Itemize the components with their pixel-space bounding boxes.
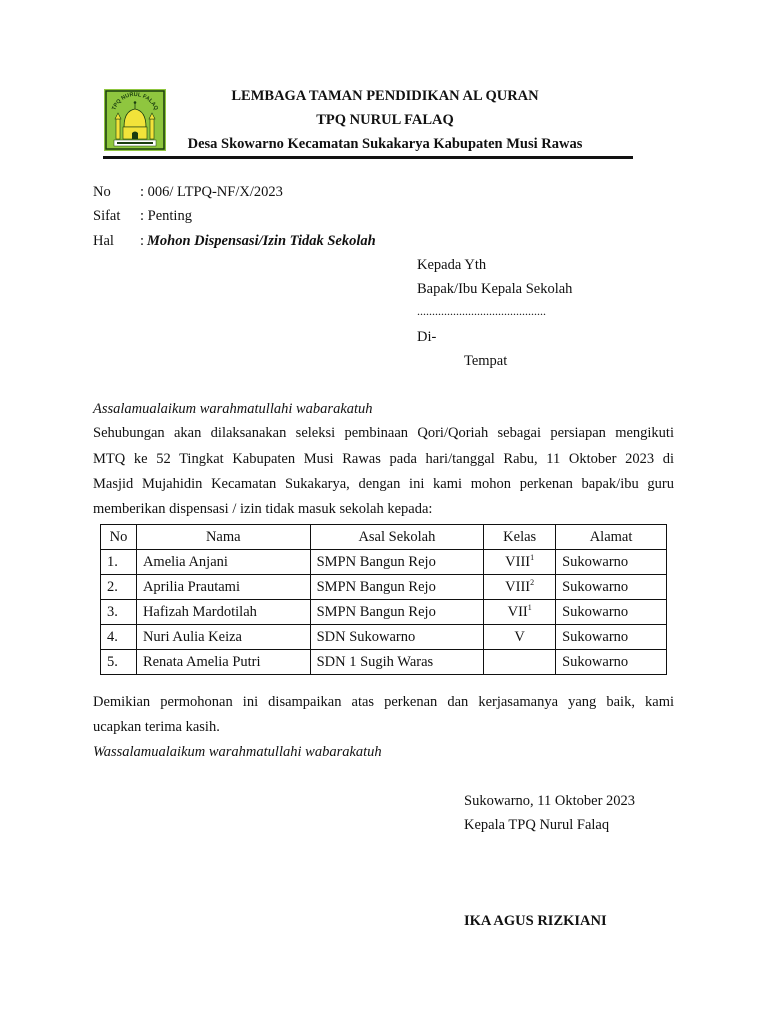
body-line-2: MTQ ke 52 Tingkat Kabupaten Musi Rawas pada hari/tanggal Rabu, 11 Oktober 2023 di xyxy=(93,451,674,467)
table-row xyxy=(101,650,667,675)
table-header-row xyxy=(101,525,667,550)
no-value: : 006/ LTPQ-NF/X/2023 xyxy=(140,184,283,200)
cell-sekolah: SMPN Bangun Rejo xyxy=(310,600,484,625)
opening-greeting: Assalamualaikum warahmatullahi wabarakatuh xyxy=(93,401,373,417)
hal-value: Mohon Dispensasi/Izin Tidak Sekolah xyxy=(147,233,376,249)
sifat-value: : Penting xyxy=(140,208,192,224)
no-label: No xyxy=(93,184,111,200)
kelas-value: VIII xyxy=(505,553,531,570)
cell-no: 4. xyxy=(101,625,137,650)
signature-place-date: Sukowarno, 11 Oktober 2023 xyxy=(464,793,636,809)
table-row xyxy=(101,550,667,575)
closing-line-1: Demikian permohonan ini disampaikan atas perkenan dan kerjasamanya yang baik, kami xyxy=(93,694,674,710)
cell-nama: Renata Amelia Putri xyxy=(136,650,310,675)
cell-sekolah: SDN 1 Sugih Waras xyxy=(310,650,484,675)
closing-greeting: Wassalamualaikum warahmatullahi wabarakatuh xyxy=(93,744,382,760)
table-row xyxy=(101,575,667,600)
cell-alamat: Sukowarno xyxy=(556,600,667,625)
header-no: No xyxy=(101,525,137,550)
kelas-value: VII xyxy=(507,603,528,620)
kelas-value: V xyxy=(514,628,525,645)
hal-colon: : xyxy=(140,233,145,249)
body-line-4: memberikan dispensasi / izin tidak masuk sekolah kepada: xyxy=(93,501,433,517)
cell-no: 1. xyxy=(101,550,137,575)
recipient-line-5: Tempat xyxy=(464,353,508,369)
cell-sekolah: SMPN Bangun Rejo xyxy=(310,575,484,600)
signature-name: IKA AGUS RIZKIANI xyxy=(464,913,607,929)
header-nama: Nama xyxy=(136,525,310,550)
table-row xyxy=(101,600,667,625)
header-kelas: Kelas xyxy=(484,525,556,550)
cell-kelas xyxy=(484,650,556,675)
student-table xyxy=(100,524,667,675)
cell-no: 5. xyxy=(101,650,137,675)
letterhead-divider xyxy=(103,156,633,159)
cell-no: 2. xyxy=(101,575,137,600)
recipient-line-4: Di- xyxy=(417,329,437,345)
kelas-sup: 1 xyxy=(530,552,535,562)
cell-alamat: Sukowarno xyxy=(556,550,667,575)
tpq-logo xyxy=(104,89,166,151)
header-asal-sekolah: Asal Sekolah xyxy=(310,525,484,550)
svg-text:TPQ NURUL FALAQ: TPQ NURUL FALAQ xyxy=(111,91,159,112)
tpq-name: TPQ NURUL FALAQ xyxy=(316,112,454,128)
body-line-3: Masjid Mujahidin Kecamatan Sukakarya, dengan ini kami mohon perkenan bapak/ibu guru xyxy=(93,476,674,492)
hal-label: Hal xyxy=(93,233,114,249)
institution-name: LEMBAGA TAMAN PENDIDIKAN AL QURAN xyxy=(231,88,539,104)
kelas-sup: 1 xyxy=(527,602,532,612)
cell-alamat: Sukowarno xyxy=(556,650,667,675)
cell-no: 3. xyxy=(101,600,137,625)
cell-kelas xyxy=(484,600,556,625)
cell-alamat: Sukowarno xyxy=(556,625,667,650)
recipient-line-2: Bapak/Ibu Kepala Sekolah xyxy=(417,281,573,297)
sifat-label: Sifat xyxy=(93,208,121,224)
cell-kelas xyxy=(484,550,556,575)
recipient-line-3: ........................................... xyxy=(417,304,546,318)
cell-alamat: Sukowarno xyxy=(556,575,667,600)
cell-nama: Amelia Anjani xyxy=(136,550,310,575)
cell-kelas xyxy=(484,625,556,650)
cell-sekolah: SDN Sukowarno xyxy=(310,625,484,650)
cell-kelas xyxy=(484,575,556,600)
closing-line-2: ucapkan terima kasih. xyxy=(93,719,220,735)
kelas-sup: 2 xyxy=(530,577,535,587)
kelas-value: VIII xyxy=(505,578,531,595)
institution-address: Desa Skowarno Kecamatan Sukakarya Kabupaten Musi Rawas xyxy=(187,136,583,152)
signature-title: Kepala TPQ Nurul Falaq xyxy=(464,817,610,833)
cell-sekolah: SMPN Bangun Rejo xyxy=(310,550,484,575)
cell-nama: Aprilia Prautami xyxy=(136,575,310,600)
cell-nama: Nuri Aulia Keiza xyxy=(136,625,310,650)
recipient-line-1: Kepada Yth xyxy=(417,257,487,273)
cell-nama: Hafizah Mardotilah xyxy=(136,600,310,625)
table-row xyxy=(101,625,667,650)
header-alamat: Alamat xyxy=(556,525,667,550)
body-line-1: Sehubungan akan dilaksanakan seleksi pembinaan Qori/Qoriah sebagai persiapan mengikuti xyxy=(93,425,674,441)
